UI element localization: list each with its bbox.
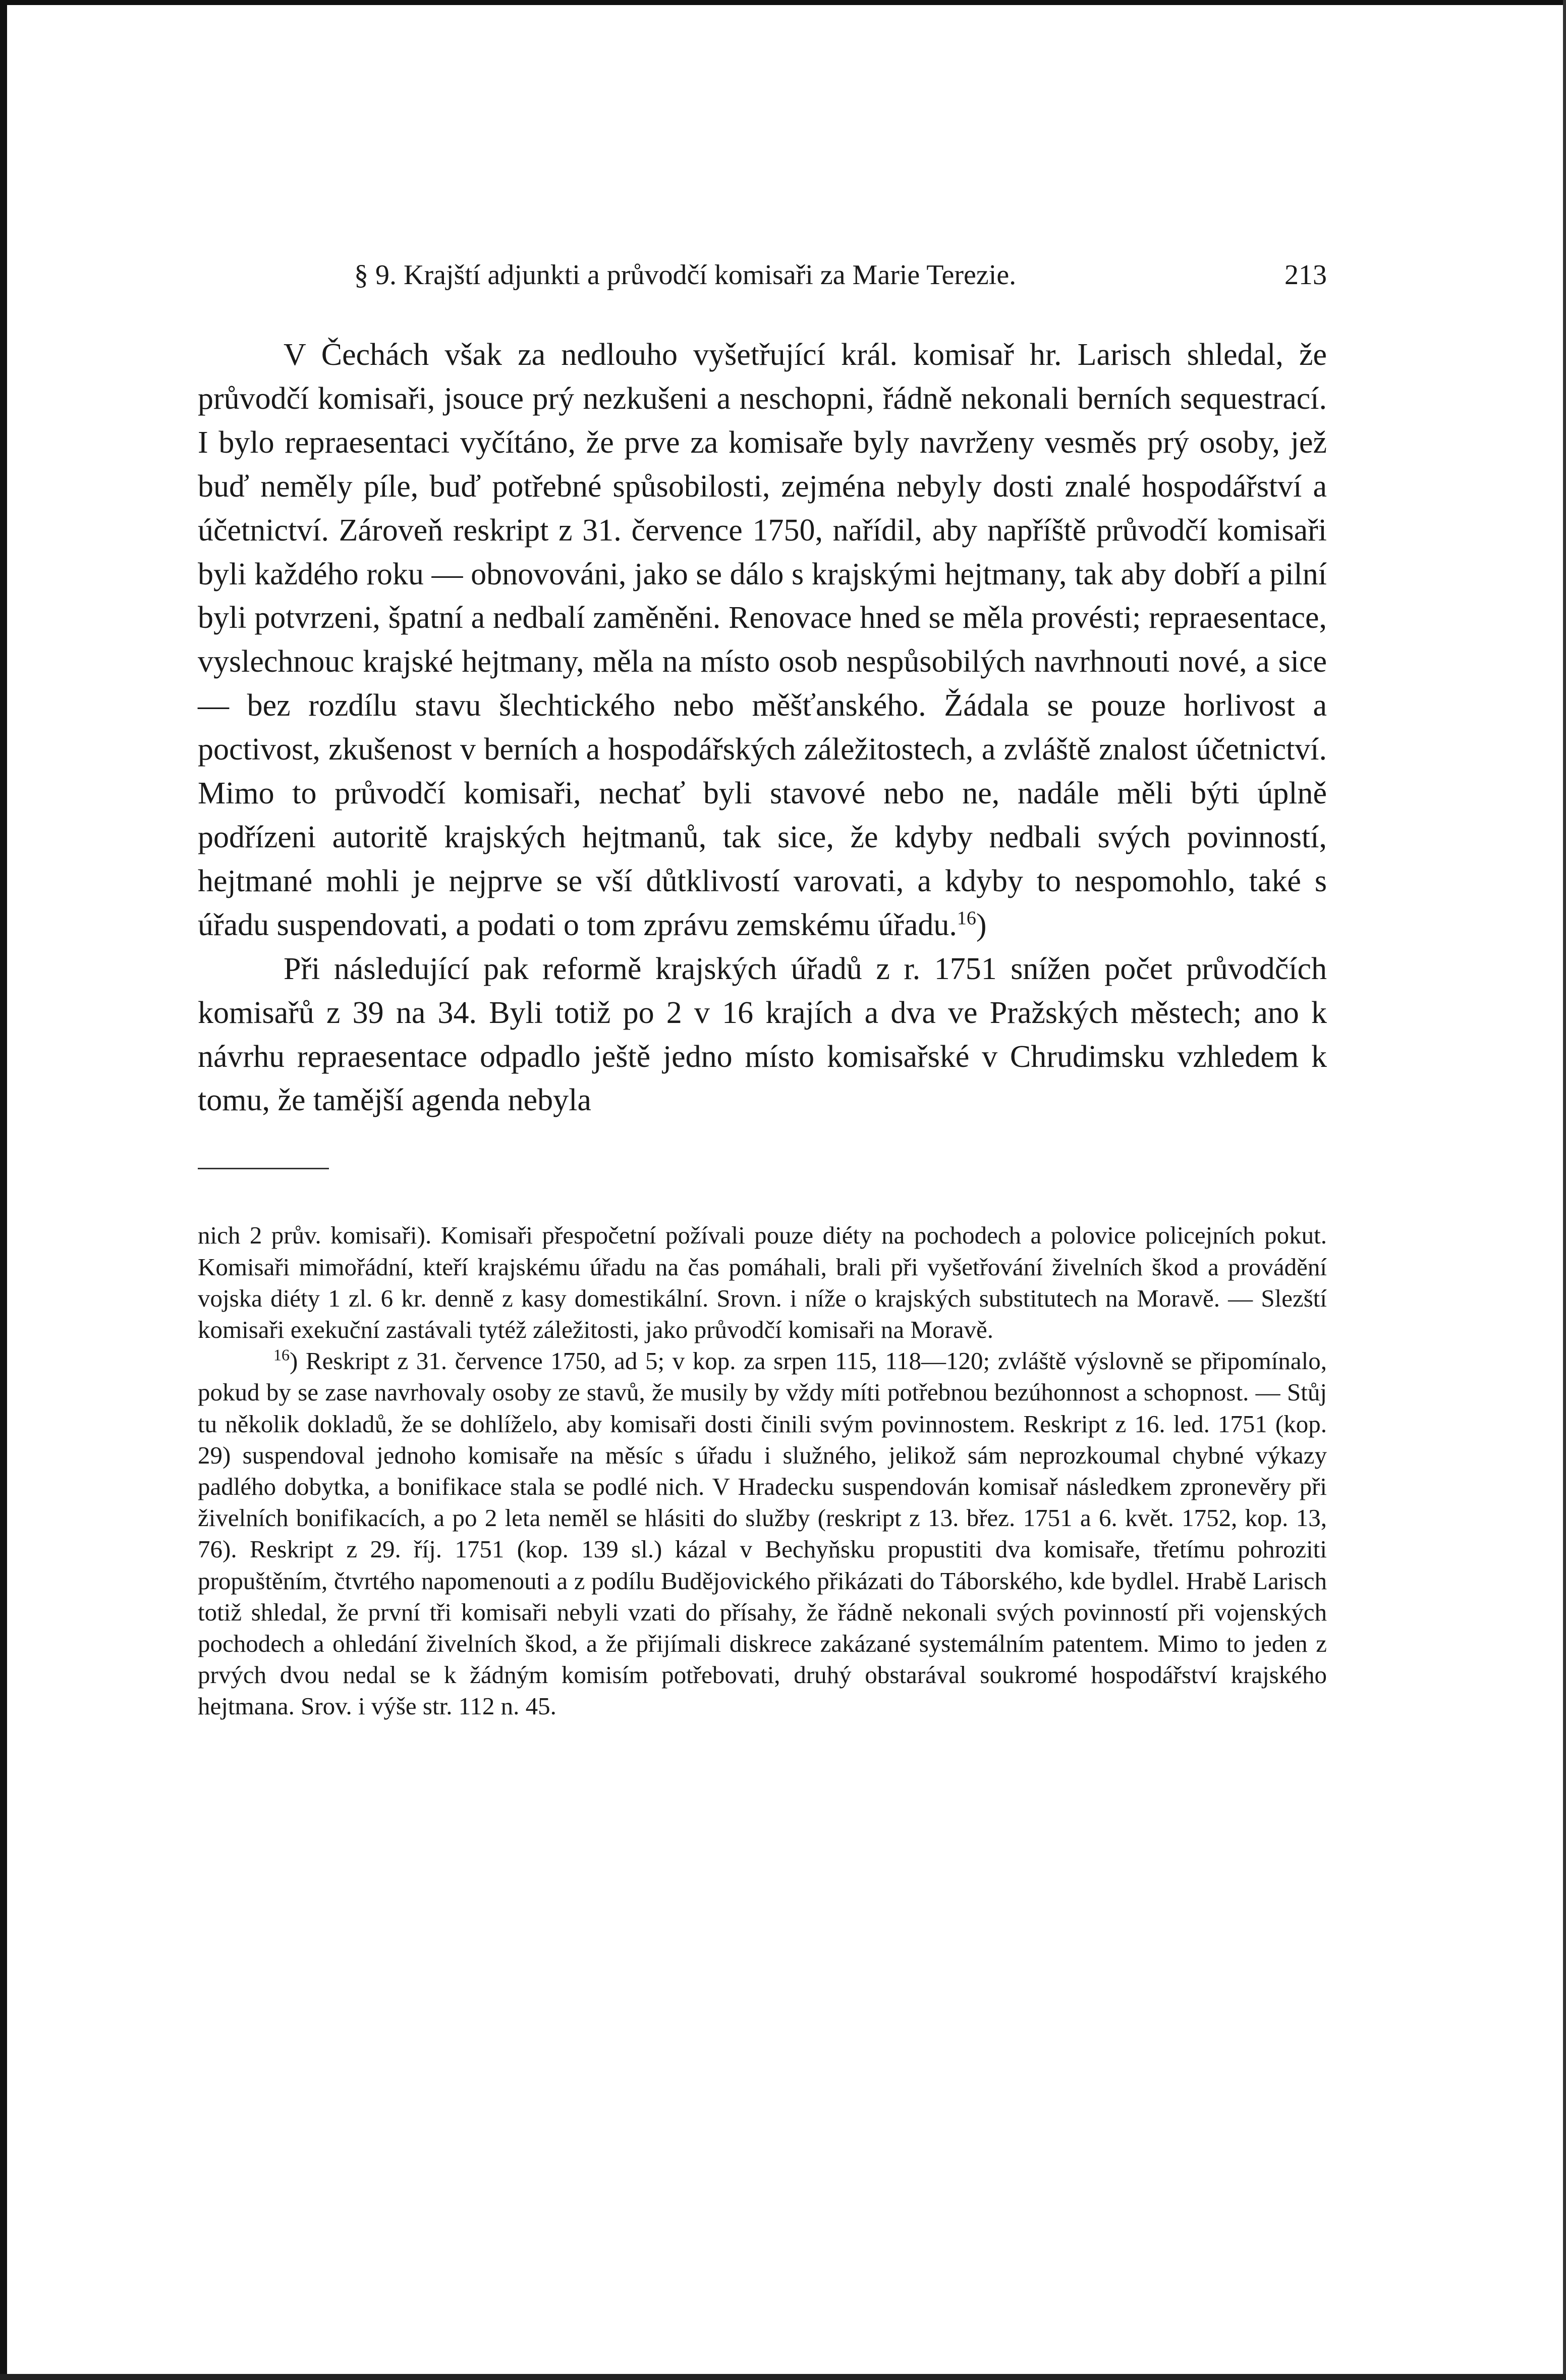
scan-border-bottom <box>0 2374 1566 2380</box>
scan-border-right <box>1563 0 1566 2380</box>
scan-border-top <box>0 0 1566 5</box>
footnote-reference-close: ) <box>976 907 987 942</box>
main-text <box>198 333 1327 1122</box>
footnote-text: Reskript z 31. července 1750, ad 5; v kop. za srpen 115, 118—120; zvláště výslovně se připomínalo, pokud by se zase navrhovaly osoby ze stavů, že musily by vždy míti potřebnou bezúhonnost a schopnost. — Stůj tu několik dokladů, že se dohlíželo, aby komisaři dosti činili svým povinnostem. Reskript z 16. led. 1751 (kop. 29) suspendoval jednoho komisaře na měsíc s úřadu i služného, jelikož sám neprozkoumal chybné výkazy padlého dobytka, a bonifikace stala se podlé nich. V Hradecku suspendován komisař následkem zpronevěry při živelních bonifikacích, a po 2 leta neměl se hlásiti do služby (reskript z 13. břez. 1751 a 6. květ. 1752, kop. 13, 76). Reskript z 29. říj. 1751 (kop. 139 sl.) kázal v Bechyňsku propustiti dva komisaře, třetímu pohroziti propuštěním, čtvrtého napomenouti a z podílu Budějovického přikázati do Táborského, kde bydlel. Hrabě Larisch totiž shledal, že první tři komisaři nebyli vzati do přísahy, že řádně nekonali svých povinností při vojenských pochodech a ohledání živelních škod, a že přijímali diskrece zakázané systemálním patentem. Mimo to jeden z prvých dvou nedal se k žádným komisím potřebovati, druhý obstarával soukromé hospodářství krajského hejtmana. Srov. i výše str. 112 n. 45. <box>198 1347 1327 1720</box>
footnote-reference: 16 <box>957 907 976 929</box>
scan-border-left <box>0 0 7 2380</box>
page-header <box>198 252 1327 298</box>
footnote-16 <box>198 1345 1327 1722</box>
book-page <box>198 252 1327 1722</box>
footnote-separator <box>198 1168 329 1169</box>
footnotes <box>198 1220 1327 1722</box>
footnote-marker-close: ) <box>290 1347 298 1375</box>
paragraph-text: Při následující pak reformě krajských úřadů z r. 1751 snížen počet průvodčích komisařů z 39 na 34. Byli totiž po 2 v 16 krajích a dva ve Pražských městech; ano k návrhu repraesentace odpadlo ještě jedno místo komisařské v Chrudimsku vzhledem k tomu, že tamější agenda nebyla <box>198 951 1327 1118</box>
running-title: § 9. Krajští adjunkti a průvodčí komisaři za Marie Terezie. <box>354 259 1017 291</box>
footnote-marker: 16 <box>273 1345 290 1364</box>
paragraph-text: V Čechách však za nedlouho vyšetřující král. komisař hr. Larisch shledal, že průvodčí komisaři, jsouce prý nezkušeni a neschopni, řádně nekonali berních sequestrací. I bylo repraesentaci vyčítáno, že prve za komisaře byly navrženy vesměs prý osoby, jež buď neměly píle, buď potřebné spůsobilosti, zejména nebyly dosti znalé hospodářství a účetnictví. Zároveň reskript z 31. července 1750, nařídil, aby napříště průvodčí komisaři byli každého roku — obnovováni, jako se dálo s krajskými hejtmany, tak aby dobří a pilní byli potvrzeni, špatní a nedbalí zaměněni. Renovace hned se měla provésti; repraesentace, vyslechnouc krajské hejtmany, měla na místo osob nespůsobilých navrhnouti nové, a sice — bez rozdílu stavu šlechtického nebo měšťanského. Žádala se pouze horlivost a poctivost, zkušenost v berních a hospodářských záležitostech, a zvláště znalost účetnictví. Mimo to průvodčí komisaři, nechať byli stavové nebo ne, nadále měli býti úplně podřízeni autoritě krajských hejtmanů, tak sice, že kdyby nedbali svých povinností, hejtmané mohli je nejprve se vší důtklivostí varovati, a kdyby to nespomohlo, také s úřadu suspendovati, a podati o tom zprávu zemskému úřadu. <box>198 338 1327 942</box>
paragraph <box>198 333 1327 947</box>
footnote-continuation: nich 2 prův. komisaři). Komisaři přespočetní požívali pouze diéty na pochodech a polovice policejních pokut. Komisaři mimořádní, kteří krajskému úřadu na čas pomáhali, brali při vyšetřování živelních škod a provádění vojska diéty 1 zl. 6 kr. denně z kasy domestikální. Srovn. i níže o krajských substitutech na Moravě. — Slezští komisaři exekuční zastávali tytéž záležitosti, jako průvodčí komisaři na Moravě. <box>198 1221 1327 1343</box>
paragraph <box>198 947 1327 1123</box>
page-number: 213 <box>1284 259 1327 291</box>
